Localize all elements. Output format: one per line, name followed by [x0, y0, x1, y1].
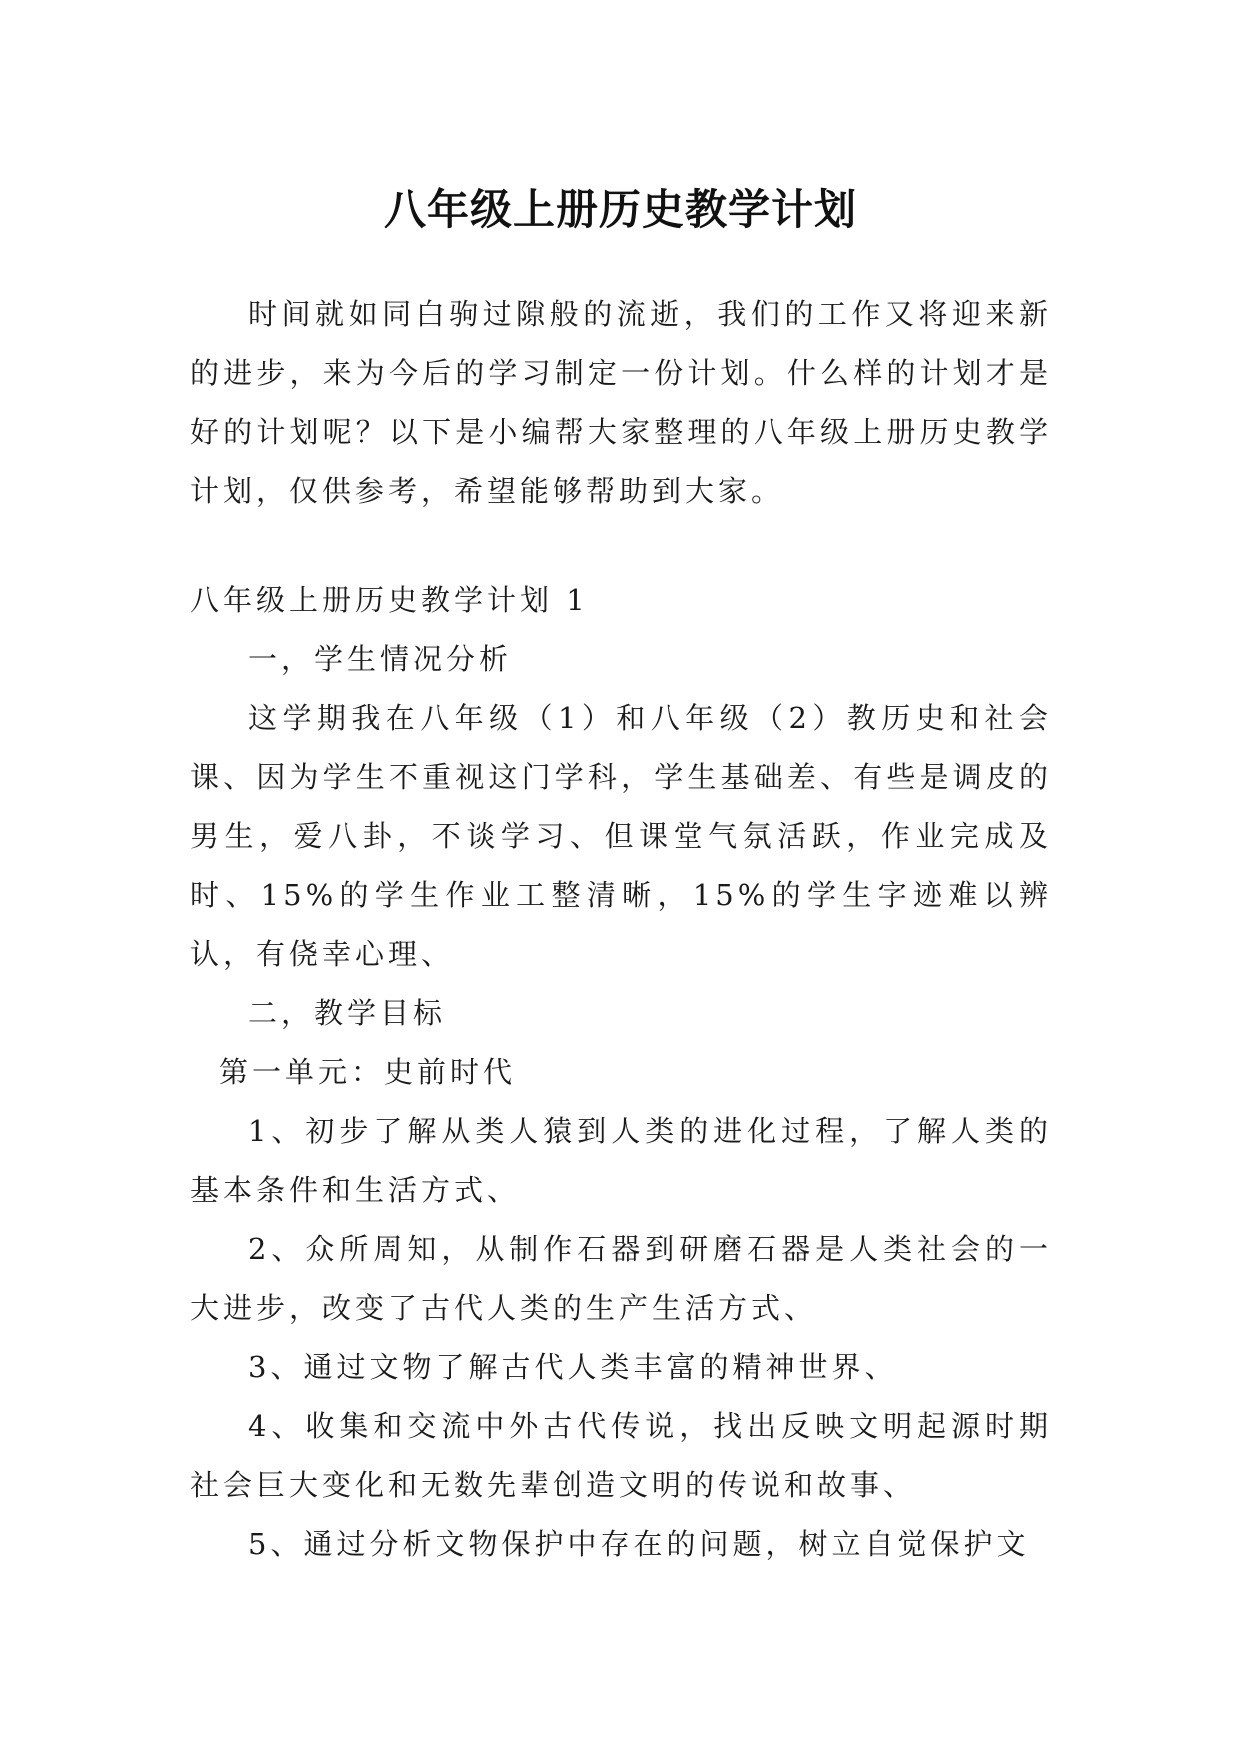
unit-title: 第一单元：史前时代 [219, 1055, 517, 1089]
goal-item: 3、通过文物了解古代人类丰富的精神世界、 [248, 1350, 898, 1384]
section-title: 八年级上册历史教学计划 1 [190, 583, 589, 617]
document-title: 八年级上册历史教学计划 [383, 185, 857, 235]
heading-student-analysis: 一，学生情况分析 [248, 642, 513, 676]
goal-item: 2、众所周知，从制作石器到研磨石器是人类社会的一大进步，改变了古代人类的生产生活方式、 [190, 1232, 1052, 1325]
goal-item: 5、通过分析文物保护中存在的问题，树立自觉保护文 [248, 1527, 1030, 1561]
document-body [190, 285, 1052, 1574]
goal-item: 4、收集和交流中外古代传说，找出反映文明起源时期社会巨大变化和无数先辈创造文明的传说和故事、 [190, 1409, 1052, 1502]
intro-paragraph: 时间就如同白驹过隙般的流逝，我们的工作又将迎来新的进步，来为今后的学习制定一份计划。什么样的计划才是好的计划呢？以下是小编帮大家整理的八年级上册历史教学计划，仅供参考，希望能够帮助到大家。 [190, 297, 1052, 508]
heading-teaching-goals: 二，教学目标 [248, 996, 447, 1030]
goal-item: 1、初步了解从类人猿到人类的进化过程，了解人类的基本条件和生活方式、 [190, 1114, 1052, 1207]
student-analysis-paragraph: 这学期我在八年级（1）和八年级（2）教历史和社会课、因为学生不重视这门学科，学生基础差、有些是调皮的男生，爱八卦，不谈学习、但课堂气氛活跃，作业完成及时、15%的学生作业工整清晰，15%的学生字迹难以辨认，有侥幸心理、 [190, 701, 1052, 971]
